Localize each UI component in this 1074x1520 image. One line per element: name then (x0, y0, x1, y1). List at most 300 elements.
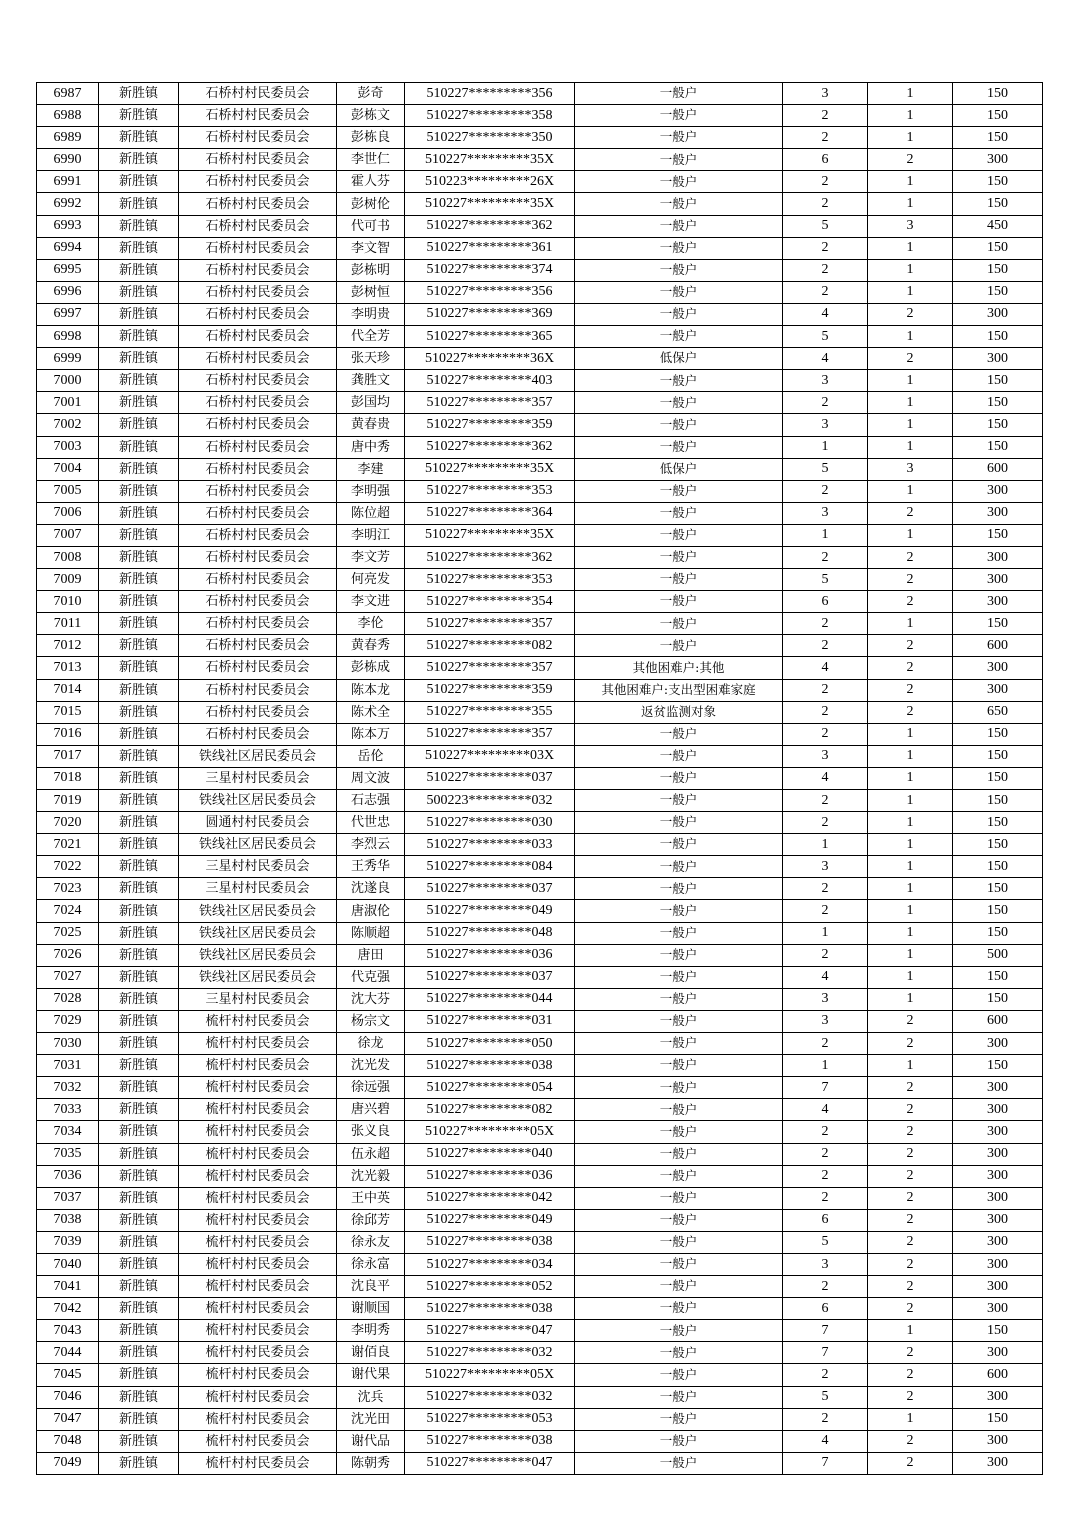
town-cell: 新胜镇 (99, 1408, 179, 1430)
town-cell: 新胜镇 (99, 1209, 179, 1231)
household-type-cell: 一般户 (575, 480, 783, 502)
aid-count-cell: 1 (868, 767, 953, 789)
town-cell: 新胜镇 (99, 105, 179, 127)
household-type-cell: 一般户 (575, 281, 783, 303)
family-size-cell: 2 (783, 127, 868, 149)
serial-number-cell: 7005 (37, 480, 99, 502)
household-type-cell: 一般户 (575, 1010, 783, 1032)
household-type-cell: 一般户 (575, 1253, 783, 1275)
serial-number-cell: 7041 (37, 1276, 99, 1298)
aid-count-cell: 3 (868, 215, 953, 237)
amount-cell: 150 (953, 171, 1043, 193)
amount-cell: 150 (953, 767, 1043, 789)
committee-cell: 铁线社区居民委员会 (179, 790, 337, 812)
name-cell: 彭国均 (337, 392, 405, 414)
id-number-cell: 510227*********032 (405, 1342, 575, 1364)
household-type-cell: 一般户 (575, 1121, 783, 1143)
id-number-cell: 510227*********049 (405, 1209, 575, 1231)
table-row (37, 679, 1043, 701)
id-number-cell: 510227*********052 (405, 1276, 575, 1298)
name-cell: 李明江 (337, 524, 405, 546)
aid-count-cell: 2 (868, 1452, 953, 1474)
aid-count-cell: 2 (868, 1165, 953, 1187)
committee-cell: 梳杆村村民委员会 (179, 1077, 337, 1099)
amount-cell: 300 (953, 1209, 1043, 1231)
name-cell: 唐淑伦 (337, 900, 405, 922)
table-row (37, 458, 1043, 480)
serial-number-cell: 7042 (37, 1298, 99, 1320)
amount-cell: 150 (953, 966, 1043, 988)
table-row (37, 701, 1043, 723)
committee-cell: 梳杆村村民委员会 (179, 1055, 337, 1077)
id-number-cell: 510227*********354 (405, 591, 575, 613)
committee-cell: 石桥村村民委员会 (179, 348, 337, 370)
aid-count-cell: 1 (868, 326, 953, 348)
name-cell: 徐远强 (337, 1077, 405, 1099)
name-cell: 唐中秀 (337, 436, 405, 458)
household-type-cell: 一般户 (575, 1342, 783, 1364)
aid-count-cell: 2 (868, 1430, 953, 1452)
id-number-cell: 510227*********35X (405, 149, 575, 171)
name-cell: 王中英 (337, 1187, 405, 1209)
aid-count-cell: 1 (868, 988, 953, 1010)
id-number-cell: 510227*********047 (405, 1452, 575, 1474)
town-cell: 新胜镇 (99, 1187, 179, 1209)
town-cell: 新胜镇 (99, 392, 179, 414)
table-row (37, 1452, 1043, 1474)
id-number-cell: 510227*********036 (405, 1165, 575, 1187)
id-number-cell: 510227*********356 (405, 281, 575, 303)
town-cell: 新胜镇 (99, 326, 179, 348)
family-size-cell: 2 (783, 1187, 868, 1209)
town-cell: 新胜镇 (99, 1276, 179, 1298)
id-number-cell: 510227*********364 (405, 502, 575, 524)
name-cell: 石志强 (337, 790, 405, 812)
id-number-cell: 510227*********038 (405, 1430, 575, 1452)
household-type-cell: 一般户 (575, 1298, 783, 1320)
id-number-cell: 510227*********038 (405, 1231, 575, 1253)
name-cell: 谢代品 (337, 1430, 405, 1452)
household-type-cell: 一般户 (575, 105, 783, 127)
id-number-cell: 510227*********355 (405, 701, 575, 723)
family-size-cell: 2 (783, 1033, 868, 1055)
household-type-cell: 一般户 (575, 193, 783, 215)
family-size-cell: 2 (783, 790, 868, 812)
household-type-cell: 其他困难户:其他 (575, 657, 783, 679)
household-type-cell: 一般户 (575, 723, 783, 745)
serial-number-cell: 7002 (37, 414, 99, 436)
family-size-cell: 3 (783, 414, 868, 436)
table-row (37, 237, 1043, 259)
table-row (37, 259, 1043, 281)
household-type-cell: 一般户 (575, 1055, 783, 1077)
family-size-cell: 2 (783, 1364, 868, 1386)
family-size-cell: 3 (783, 745, 868, 767)
family-size-cell: 2 (783, 679, 868, 701)
serial-number-cell: 7007 (37, 524, 99, 546)
aid-count-cell: 2 (868, 701, 953, 723)
household-type-cell: 一般户 (575, 259, 783, 281)
serial-number-cell: 6990 (37, 149, 99, 171)
household-type-cell: 一般户 (575, 944, 783, 966)
committee-cell: 石桥村村民委员会 (179, 127, 337, 149)
committee-cell: 三星村村民委员会 (179, 856, 337, 878)
id-number-cell: 510227*********037 (405, 966, 575, 988)
name-cell: 唐兴碧 (337, 1099, 405, 1121)
id-number-cell: 510227*********35X (405, 524, 575, 546)
name-cell: 张天珍 (337, 348, 405, 370)
serial-number-cell: 6997 (37, 303, 99, 325)
family-size-cell: 2 (783, 723, 868, 745)
serial-number-cell: 7039 (37, 1231, 99, 1253)
committee-cell: 石桥村村民委员会 (179, 303, 337, 325)
committee-cell: 石桥村村民委员会 (179, 414, 337, 436)
id-number-cell: 510227*********084 (405, 856, 575, 878)
serial-number-cell: 7020 (37, 812, 99, 834)
family-size-cell: 5 (783, 569, 868, 591)
family-size-cell: 3 (783, 370, 868, 392)
family-size-cell: 3 (783, 502, 868, 524)
family-size-cell: 4 (783, 966, 868, 988)
family-size-cell: 2 (783, 1121, 868, 1143)
aid-count-cell: 1 (868, 414, 953, 436)
town-cell: 新胜镇 (99, 1121, 179, 1143)
town-cell: 新胜镇 (99, 546, 179, 568)
household-type-cell: 一般户 (575, 1430, 783, 1452)
name-cell: 谢代果 (337, 1364, 405, 1386)
serial-number-cell: 7001 (37, 392, 99, 414)
table-row (37, 370, 1043, 392)
town-cell: 新胜镇 (99, 436, 179, 458)
town-cell: 新胜镇 (99, 193, 179, 215)
amount-cell: 300 (953, 1165, 1043, 1187)
serial-number-cell: 6989 (37, 127, 99, 149)
aid-count-cell: 1 (868, 856, 953, 878)
serial-number-cell: 6993 (37, 215, 99, 237)
aid-count-cell: 1 (868, 392, 953, 414)
household-type-cell: 低保户 (575, 348, 783, 370)
town-cell: 新胜镇 (99, 635, 179, 657)
aid-count-cell: 1 (868, 83, 953, 105)
id-number-cell: 510227*********048 (405, 922, 575, 944)
aid-count-cell: 1 (868, 171, 953, 193)
id-number-cell: 510227*********049 (405, 900, 575, 922)
id-number-cell: 510227*********038 (405, 1055, 575, 1077)
serial-number-cell: 7030 (37, 1033, 99, 1055)
name-cell: 谢佰良 (337, 1342, 405, 1364)
name-cell: 徐永富 (337, 1253, 405, 1275)
name-cell: 李文芳 (337, 546, 405, 568)
serial-number-cell: 7028 (37, 988, 99, 1010)
aid-count-cell: 2 (868, 348, 953, 370)
id-number-cell: 510223*********26X (405, 171, 575, 193)
town-cell: 新胜镇 (99, 1386, 179, 1408)
committee-cell: 梳杆村村民委员会 (179, 1386, 337, 1408)
id-number-cell: 510227*********361 (405, 237, 575, 259)
amount-cell: 300 (953, 1143, 1043, 1165)
town-cell: 新胜镇 (99, 281, 179, 303)
amount-cell: 150 (953, 237, 1043, 259)
serial-number-cell: 6987 (37, 83, 99, 105)
family-size-cell: 2 (783, 1143, 868, 1165)
aid-count-cell: 1 (868, 966, 953, 988)
amount-cell: 300 (953, 1386, 1043, 1408)
id-number-cell: 510227*********374 (405, 259, 575, 281)
committee-cell: 梳杆村村民委员会 (179, 1187, 337, 1209)
aid-count-cell: 2 (868, 1364, 953, 1386)
serial-number-cell: 7049 (37, 1452, 99, 1474)
town-cell: 新胜镇 (99, 613, 179, 635)
household-type-cell: 一般户 (575, 1165, 783, 1187)
amount-cell: 300 (953, 149, 1043, 171)
town-cell: 新胜镇 (99, 524, 179, 546)
name-cell: 彭奇 (337, 83, 405, 105)
id-number-cell: 510227*********042 (405, 1187, 575, 1209)
amount-cell: 300 (953, 679, 1043, 701)
committee-cell: 石桥村村民委员会 (179, 723, 337, 745)
id-number-cell: 510227*********036 (405, 944, 575, 966)
name-cell: 岳伦 (337, 745, 405, 767)
town-cell: 新胜镇 (99, 1077, 179, 1099)
amount-cell: 150 (953, 83, 1043, 105)
id-number-cell: 510227*********36X (405, 348, 575, 370)
name-cell: 代克强 (337, 966, 405, 988)
serial-number-cell: 6995 (37, 259, 99, 281)
amount-cell: 150 (953, 723, 1043, 745)
aid-count-cell: 1 (868, 944, 953, 966)
table-row (37, 348, 1043, 370)
table-row (37, 171, 1043, 193)
serial-number-cell: 7035 (37, 1143, 99, 1165)
aid-count-cell: 1 (868, 613, 953, 635)
family-size-cell: 7 (783, 1452, 868, 1474)
committee-cell: 石桥村村民委员会 (179, 105, 337, 127)
town-cell: 新胜镇 (99, 679, 179, 701)
serial-number-cell: 7031 (37, 1055, 99, 1077)
town-cell: 新胜镇 (99, 745, 179, 767)
committee-cell: 石桥村村民委员会 (179, 458, 337, 480)
table-row (37, 635, 1043, 657)
id-number-cell: 510227*********359 (405, 414, 575, 436)
aid-count-cell: 2 (868, 657, 953, 679)
serial-number-cell: 7047 (37, 1408, 99, 1430)
committee-cell: 梳杆村村民委员会 (179, 1342, 337, 1364)
table-row (37, 105, 1043, 127)
household-type-cell: 一般户 (575, 546, 783, 568)
serial-number-cell: 7019 (37, 790, 99, 812)
committee-cell: 石桥村村民委员会 (179, 83, 337, 105)
committee-cell: 石桥村村民委员会 (179, 480, 337, 502)
table-row (37, 1121, 1043, 1143)
name-cell: 李明秀 (337, 1320, 405, 1342)
id-number-cell: 510227*********358 (405, 105, 575, 127)
amount-cell: 150 (953, 922, 1043, 944)
aid-count-cell: 1 (868, 1055, 953, 1077)
town-cell: 新胜镇 (99, 878, 179, 900)
id-number-cell: 510227*********357 (405, 392, 575, 414)
table-row (37, 1143, 1043, 1165)
household-type-cell: 一般户 (575, 1033, 783, 1055)
committee-cell: 石桥村村民委员会 (179, 657, 337, 679)
committee-cell: 石桥村村民委员会 (179, 149, 337, 171)
amount-cell: 300 (953, 1121, 1043, 1143)
name-cell: 李文进 (337, 591, 405, 613)
name-cell: 霍人芬 (337, 171, 405, 193)
aid-count-cell: 2 (868, 1077, 953, 1099)
id-number-cell: 510227*********050 (405, 1033, 575, 1055)
town-cell: 新胜镇 (99, 988, 179, 1010)
aid-count-cell: 2 (868, 1121, 953, 1143)
serial-number-cell: 7023 (37, 878, 99, 900)
serial-number-cell: 7037 (37, 1187, 99, 1209)
amount-cell: 150 (953, 790, 1043, 812)
household-type-cell: 一般户 (575, 127, 783, 149)
town-cell: 新胜镇 (99, 215, 179, 237)
household-type-cell: 一般户 (575, 745, 783, 767)
name-cell: 陈术全 (337, 701, 405, 723)
aid-count-cell: 2 (868, 502, 953, 524)
town-cell: 新胜镇 (99, 171, 179, 193)
table-row (37, 834, 1043, 856)
aid-count-cell: 2 (868, 1253, 953, 1275)
family-size-cell: 2 (783, 281, 868, 303)
committee-cell: 石桥村村民委员会 (179, 502, 337, 524)
name-cell: 李文智 (337, 237, 405, 259)
table-row (37, 1253, 1043, 1275)
family-size-cell: 4 (783, 303, 868, 325)
family-size-cell: 3 (783, 856, 868, 878)
amount-cell: 300 (953, 1342, 1043, 1364)
amount-cell: 150 (953, 1408, 1043, 1430)
amount-cell: 150 (953, 878, 1043, 900)
committee-cell: 铁线社区居民委员会 (179, 900, 337, 922)
table-row (37, 546, 1043, 568)
family-size-cell: 1 (783, 834, 868, 856)
family-size-cell: 2 (783, 480, 868, 502)
table-row (37, 281, 1043, 303)
household-type-cell: 一般户 (575, 502, 783, 524)
household-type-cell: 一般户 (575, 856, 783, 878)
household-type-cell: 一般户 (575, 812, 783, 834)
family-size-cell: 2 (783, 546, 868, 568)
committee-cell: 圆通村村民委员会 (179, 812, 337, 834)
serial-number-cell: 6998 (37, 326, 99, 348)
town-cell: 新胜镇 (99, 1033, 179, 1055)
amount-cell: 150 (953, 856, 1043, 878)
table-row (37, 790, 1043, 812)
name-cell: 李明贵 (337, 303, 405, 325)
family-size-cell: 5 (783, 1231, 868, 1253)
name-cell: 彭树恒 (337, 281, 405, 303)
amount-cell: 600 (953, 458, 1043, 480)
household-type-cell: 一般户 (575, 767, 783, 789)
town-cell: 新胜镇 (99, 1010, 179, 1032)
table-row (37, 767, 1043, 789)
table-row (37, 149, 1043, 171)
name-cell: 沈光毅 (337, 1165, 405, 1187)
household-type-cell: 一般户 (575, 149, 783, 171)
serial-number-cell: 7009 (37, 569, 99, 591)
name-cell: 陈本万 (337, 723, 405, 745)
aid-count-cell: 1 (868, 524, 953, 546)
family-size-cell: 2 (783, 613, 868, 635)
table-row (37, 83, 1043, 105)
family-size-cell: 2 (783, 193, 868, 215)
household-type-cell: 一般户 (575, 1364, 783, 1386)
name-cell: 周文波 (337, 767, 405, 789)
name-cell: 何亮发 (337, 569, 405, 591)
family-size-cell: 6 (783, 1298, 868, 1320)
amount-cell: 600 (953, 1364, 1043, 1386)
table-row (37, 326, 1043, 348)
name-cell: 沈光发 (337, 1055, 405, 1077)
aid-count-cell: 2 (868, 1231, 953, 1253)
aid-count-cell: 1 (868, 105, 953, 127)
serial-number-cell: 6992 (37, 193, 99, 215)
name-cell: 沈大芬 (337, 988, 405, 1010)
table-row (37, 745, 1043, 767)
family-size-cell: 2 (783, 1276, 868, 1298)
family-size-cell: 6 (783, 149, 868, 171)
table-row (37, 1386, 1043, 1408)
committee-cell: 梳杆村村民委员会 (179, 1408, 337, 1430)
amount-cell: 300 (953, 1452, 1043, 1474)
table-row (37, 613, 1043, 635)
amount-cell: 650 (953, 701, 1043, 723)
name-cell: 代可书 (337, 215, 405, 237)
amount-cell: 150 (953, 392, 1043, 414)
aid-count-cell: 2 (868, 1298, 953, 1320)
id-number-cell: 510227*********038 (405, 1298, 575, 1320)
aid-count-cell: 2 (868, 1033, 953, 1055)
serial-number-cell: 7046 (37, 1386, 99, 1408)
serial-number-cell: 7000 (37, 370, 99, 392)
serial-number-cell: 7027 (37, 966, 99, 988)
household-type-cell: 一般户 (575, 215, 783, 237)
id-number-cell: 510227*********037 (405, 767, 575, 789)
committee-cell: 石桥村村民委员会 (179, 281, 337, 303)
name-cell: 李建 (337, 458, 405, 480)
table-row (37, 1209, 1043, 1231)
committee-cell: 梳杆村村民委员会 (179, 1143, 337, 1165)
name-cell: 沈光田 (337, 1408, 405, 1430)
aid-count-cell: 2 (868, 303, 953, 325)
amount-cell: 300 (953, 1276, 1043, 1298)
household-type-cell: 一般户 (575, 1320, 783, 1342)
town-cell: 新胜镇 (99, 1165, 179, 1187)
name-cell: 王秀华 (337, 856, 405, 878)
amount-cell: 300 (953, 546, 1043, 568)
name-cell: 沈良平 (337, 1276, 405, 1298)
table-row (37, 900, 1043, 922)
town-cell: 新胜镇 (99, 237, 179, 259)
town-cell: 新胜镇 (99, 1143, 179, 1165)
serial-number-cell: 7013 (37, 657, 99, 679)
id-number-cell: 510227*********359 (405, 679, 575, 701)
committee-cell: 梳杆村村民委员会 (179, 1320, 337, 1342)
name-cell: 李世仁 (337, 149, 405, 171)
serial-number-cell: 7036 (37, 1165, 99, 1187)
committee-cell: 三星村村民委员会 (179, 878, 337, 900)
family-size-cell: 5 (783, 458, 868, 480)
name-cell: 彭栋良 (337, 127, 405, 149)
name-cell: 李伦 (337, 613, 405, 635)
town-cell: 新胜镇 (99, 502, 179, 524)
family-size-cell: 4 (783, 1099, 868, 1121)
amount-cell: 300 (953, 1077, 1043, 1099)
name-cell: 伍永超 (337, 1143, 405, 1165)
serial-number-cell: 7024 (37, 900, 99, 922)
